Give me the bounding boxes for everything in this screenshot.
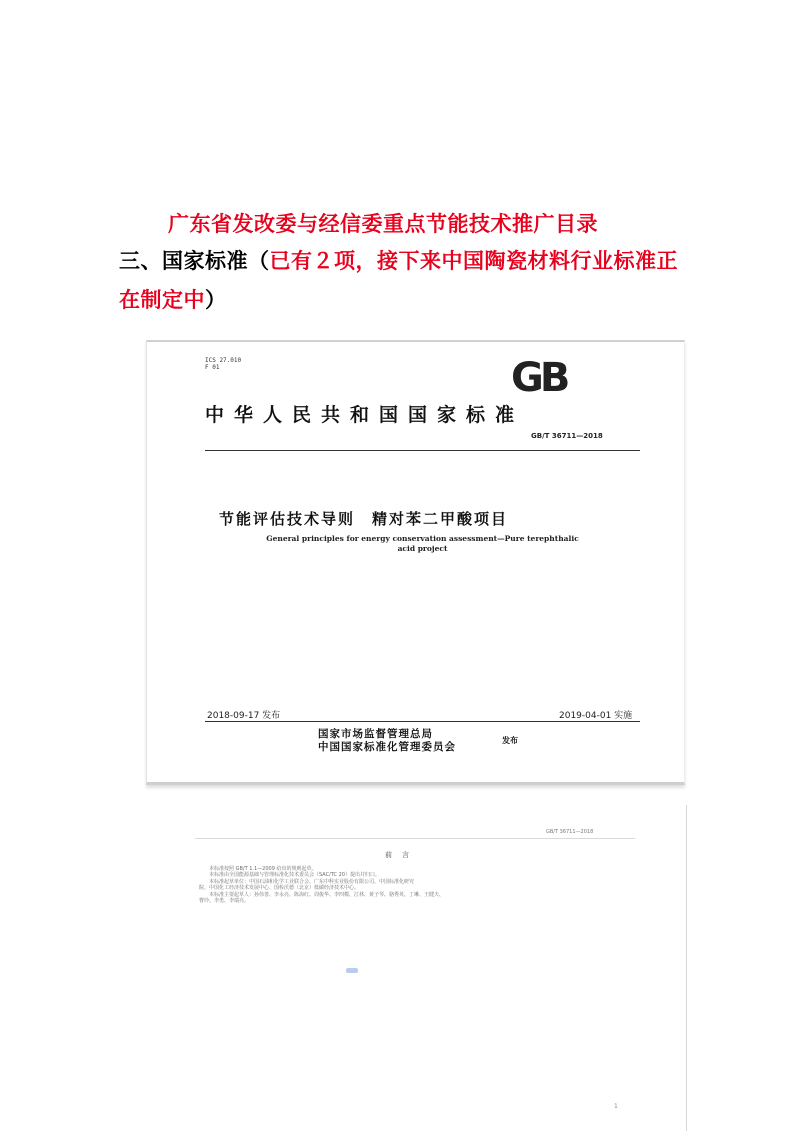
foreword-line: 本标准起草单位：中国石油和化学工业联合会、广东中科实业股份有限公司、中国标准化研究 — [209, 878, 415, 885]
gb-logo-text: GB — [511, 355, 567, 401]
heading-line-1: 广东省发改委与经信委重点节能技术推广目录 — [168, 212, 598, 236]
issuer-1: 国家市场监督管理总局 — [318, 728, 433, 740]
heading-line-2-prefix: 三、国家标准（ — [119, 249, 270, 273]
heading-line-3-red: 在制定中 — [119, 288, 205, 312]
standard-cover-image — [146, 340, 685, 785]
heading-line-3 — [119, 284, 227, 314]
heading-line-2 — [119, 245, 678, 275]
heading-line-3-suffix: ） — [205, 288, 227, 312]
foreword-body — [199, 866, 444, 904]
foreword-top-rule — [195, 838, 635, 839]
foreword-line: 曹玲、李勇、李瑞亮。 — [199, 898, 250, 905]
foreword-line: 本标准主要起草人：孙伟善、李永亮、陈海红、周俊华、李四模、江林、黄子琴、骆秀英、丁琳、王健夫、 — [209, 891, 445, 898]
foreword-page-edge — [686, 805, 687, 1131]
foreword-line: 本标准由全国能源基础与管理标准化技术委员会（SAC/TC 20）提出并归口。 — [209, 872, 380, 879]
issue-word: 发布 — [502, 736, 518, 745]
english-title-line-1: General principles for energy conservation assessment—Pure terephthalic — [266, 534, 579, 543]
ics-code: ICS 27.010 — [205, 357, 242, 364]
issuer-2: 中国国家标准化管理委员会 — [318, 741, 456, 753]
bottom-rule — [205, 721, 640, 722]
top-rule — [205, 450, 640, 451]
implementation-date: 2019-04-01 实施 — [559, 711, 633, 721]
foreword-heading: 前言 — [385, 851, 419, 859]
foreword-line: 院、中国化工经济技术发展中心、国检沃德（北京）低碳经济技术中心。 — [199, 885, 360, 892]
foreword-line: 本标准按照 GB/T 1.1—2009 给出的规则起草。 — [209, 866, 317, 872]
ccs-code: F 01 — [205, 364, 220, 371]
foreword-page-number: 1 — [614, 1103, 618, 1110]
heading-line-2-red: 已有２项，接下来中国陶瓷材料行业标准正 — [269, 249, 678, 273]
issuer-block — [318, 728, 456, 754]
standard-number: GB/T 36711—2018 — [531, 432, 603, 440]
chinese-title: 节能评估技术导则 精对苯二甲酸项目 — [219, 510, 509, 528]
english-title-line-2: acid project — [397, 544, 448, 553]
english-title — [205, 534, 640, 554]
scan-artifact — [346, 968, 358, 973]
issue-date: 2018-09-17 发布 — [207, 711, 281, 721]
foreword-standard-number: GB/T 36711—2018 — [546, 829, 594, 835]
gb-logo — [511, 355, 567, 401]
national-standard-title: 中华人民共和国国家标准 — [205, 404, 525, 426]
